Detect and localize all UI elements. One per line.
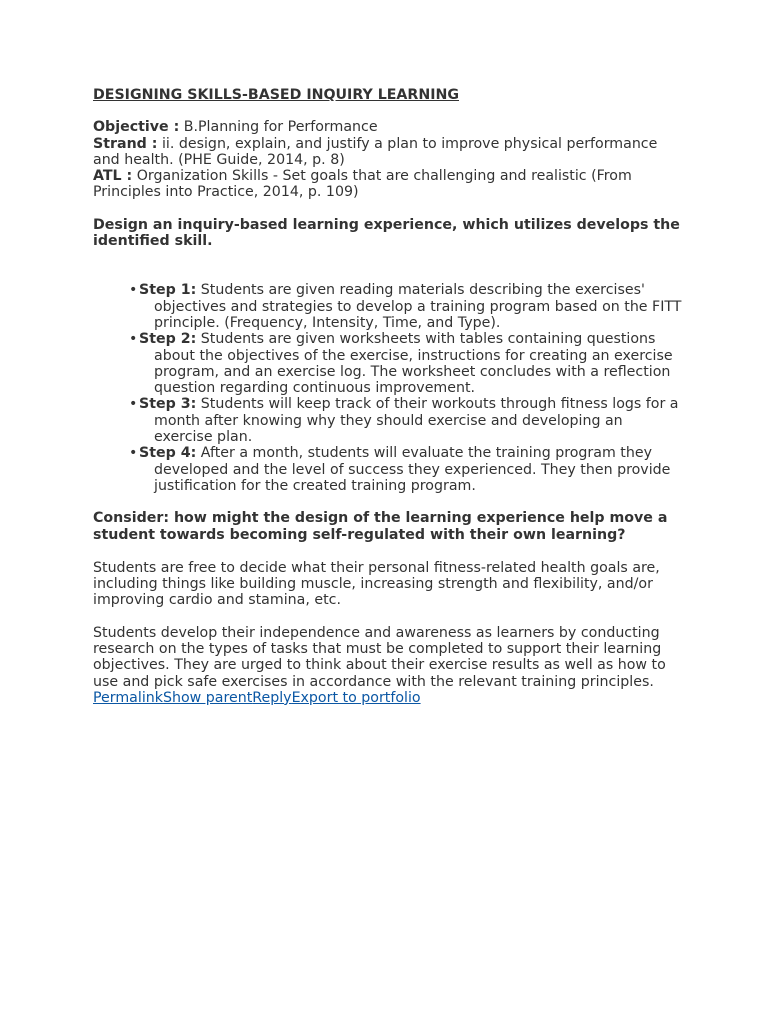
step-label: Step 1: — [139, 282, 197, 299]
post-actions — [93, 690, 683, 706]
step-text: Students are given worksheets with tables containing questions about the objectives of the exercise, instructions for creating an exercise program, and an exercise log. The worksheet concludes with a reflection question regarding continuous improvement. — [154, 331, 673, 397]
export-to-portfolio-link[interactable]: Export to portfolio — [291, 689, 421, 706]
bullet-icon: • — [129, 282, 138, 299]
page-title: DESIGNING SKILLS-BASED INQUIRY LEARNING — [93, 87, 459, 103]
strand-label: Strand : — [93, 135, 158, 152]
bullet-icon: • — [129, 445, 138, 462]
list-item — [129, 331, 683, 396]
atl-value: Organization Skills - Set goals that are challenging and realistic (From Principles into Practice, 2014, p. 109) — [93, 168, 632, 201]
list-item — [129, 282, 683, 331]
post-content — [93, 87, 683, 706]
step-text: Students are given reading materials describing the exercises' objectives and strategies to develop a training program based on the FITT principle. (Frequency, Intensity, Time, and Type). — [154, 282, 682, 331]
paragraph-goals: Students are free to decide what their personal fitness-related health goals are, including things like building muscle, increasing strength and flexibility, and/or improving cardio and stamina, etc. — [93, 559, 660, 609]
objective-value: B.Planning for Performance — [179, 119, 378, 136]
steps-list — [93, 282, 683, 494]
objective-line — [93, 119, 683, 135]
bullet-icon: • — [129, 396, 138, 413]
consider-heading: Consider: how might the design of the learning experience help move a student towards becoming self-regulated with their own learning? — [93, 510, 668, 543]
list-item — [129, 396, 683, 445]
objective-label: Objective : — [93, 119, 180, 136]
reply-link[interactable]: Reply — [252, 689, 292, 706]
list-item — [129, 445, 683, 494]
step-text: After a month, students will evaluate the training program they developed and the level of success they experienced. They then provide justification for the created training program. — [154, 445, 671, 494]
strand-value: ii. design, explain, and justify a plan to improve physical performance and health. (PHE Guide, 2014, p. 8) — [93, 135, 658, 168]
bullet-icon: • — [129, 331, 138, 348]
permalink-link[interactable]: Permalink — [93, 689, 163, 706]
strand-line — [93, 136, 683, 169]
step-text: Students will keep track of their workouts through fitness logs for a month after knowing why they should exercise and developing an exercise plan. — [154, 396, 679, 446]
task-heading: Design an inquiry-based learning experience, which utilizes develops the identified skill. — [93, 216, 680, 250]
step-label: Step 2: — [139, 331, 197, 348]
step-label: Step 4: — [139, 445, 197, 462]
paragraph-independence: Students develop their independence and awareness as learners by conducting research on the types of tasks that must be completed to support their learning objectives. They are urged to think about their exercise results as well as how to use and pick safe exercises in accordance with the relevant training principles. — [93, 624, 666, 690]
show-parent-link[interactable]: Show parent — [162, 689, 253, 706]
atl-label: ATL : — [93, 168, 133, 185]
atl-line — [93, 168, 683, 201]
step-label: Step 3: — [139, 396, 197, 413]
